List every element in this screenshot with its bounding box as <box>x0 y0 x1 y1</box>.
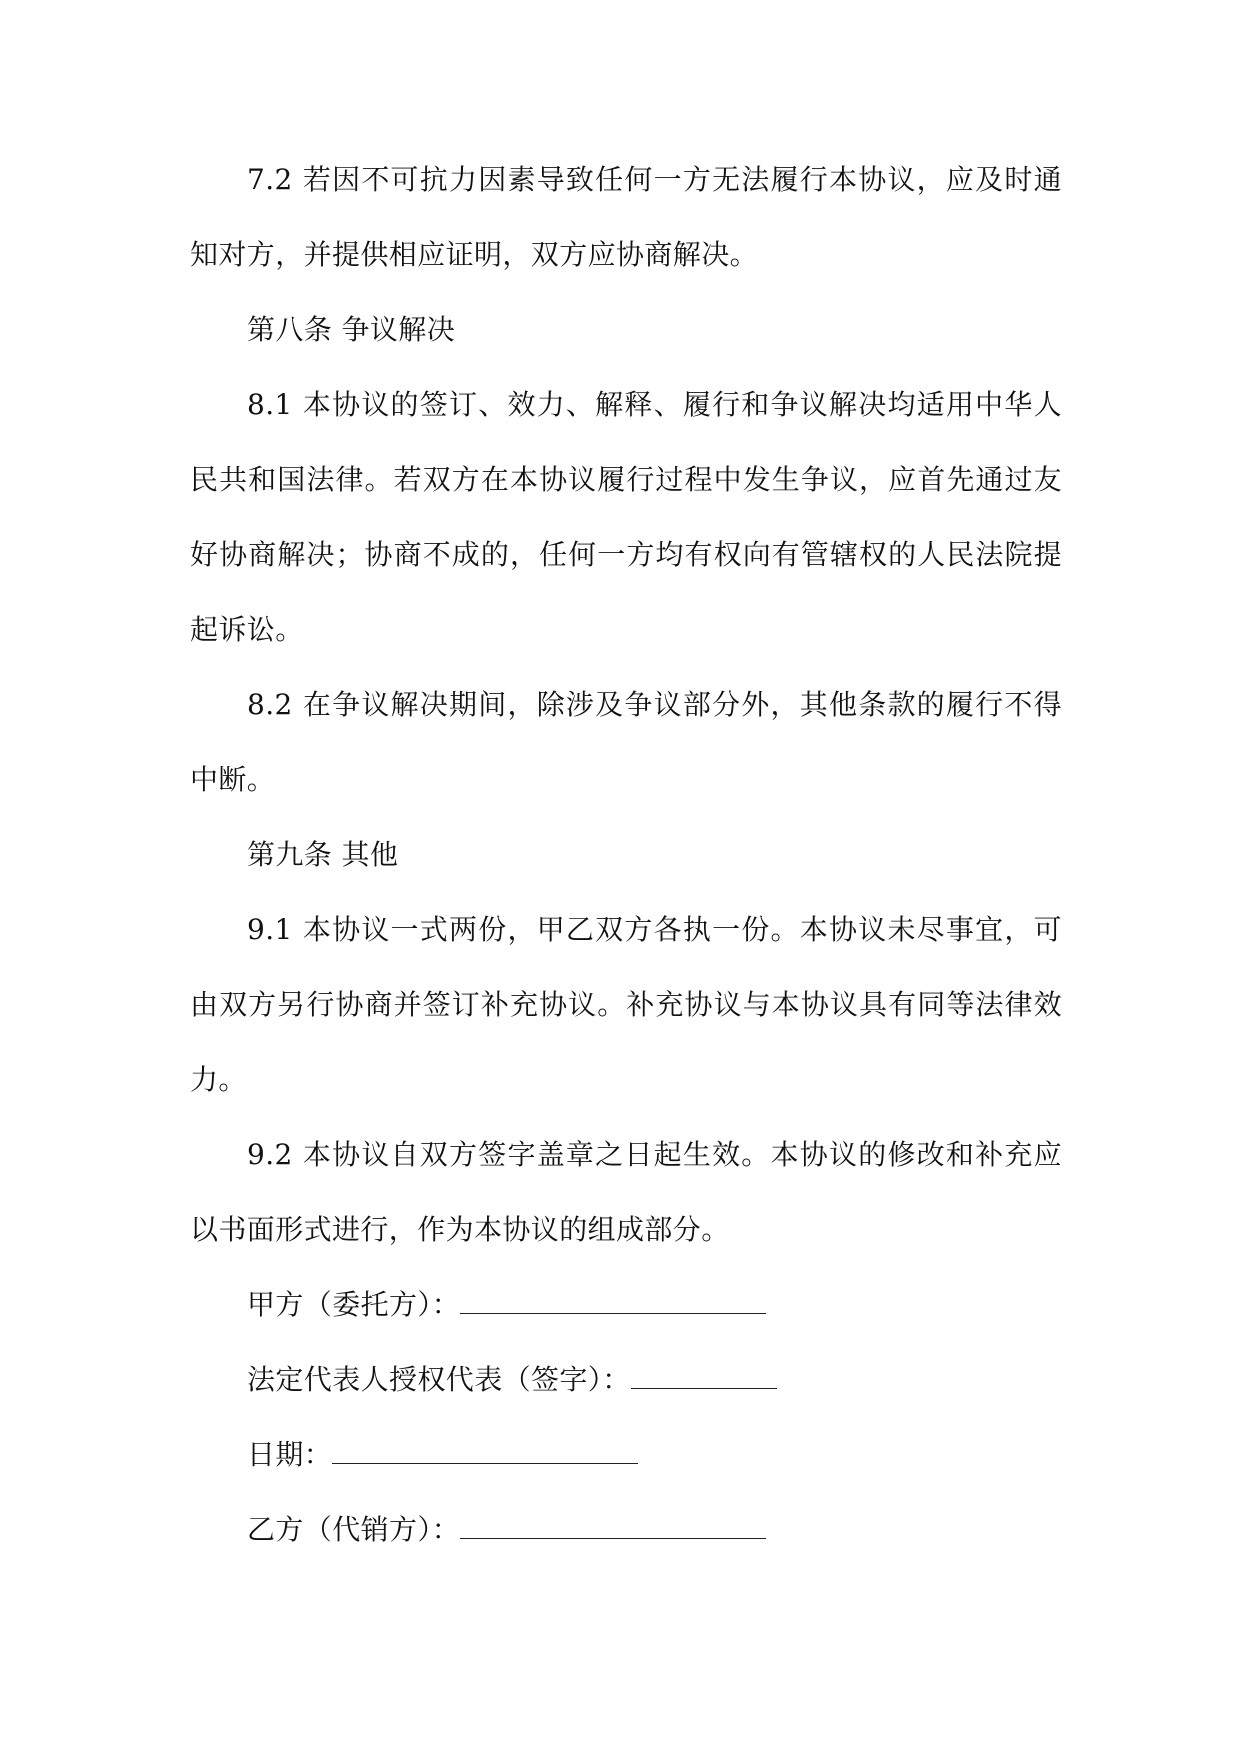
representative-label: 法定代表人授权代表（签字）： <box>247 1363 631 1396</box>
party-b-label: 乙方（代销方）： <box>247 1513 461 1546</box>
clause-8-2: 8.2 在争议解决期间，除涉及争议部分外，其他条款的履行不得中断。 <box>190 688 1062 796</box>
article-8-heading: 第八条 争议解决 <box>247 313 456 346</box>
clause-9-2: 9.2 本协议自双方签字盖章之日起生效。本协议的修改和补充应以书面形式进行，作为本协议的组成部分。 <box>190 1138 1062 1246</box>
party-a-blank <box>460 1289 766 1314</box>
clause-9-1: 9.1 本协议一式两份，甲乙双方各执一份。本协议未尽事宜，可由双方另行协商并签订补充协议。补充协议与本协议具有同等法律效力。 <box>190 913 1062 1096</box>
clause-8-1: 8.1 本协议的签订、效力、解释、履行和争议解决均适用中华人民共和国法律。若双方在本协议履行过程中发生争议，应首先通过友好协商解决；协商不成的，任何一方均有权向有管辖权的人民法院提起诉讼。 <box>190 388 1062 646</box>
date-signature-line <box>190 1417 1062 1492</box>
clause-7-2: 7.2 若因不可抗力因素导致任何一方无法履行本协议，应及时通知对方，并提供相应证明，双方应协商解决。 <box>190 163 1062 271</box>
party-a-label: 甲方（委托方）： <box>247 1288 461 1321</box>
party-a-signature-line <box>190 1267 1062 1342</box>
representative-signature-line <box>190 1342 1062 1417</box>
article-9-heading: 第九条 其他 <box>247 838 399 871</box>
party-b-blank <box>460 1514 766 1539</box>
date-label: 日期： <box>247 1438 333 1471</box>
date-blank <box>332 1439 638 1464</box>
party-b-signature-line <box>190 1492 1062 1567</box>
document-body <box>190 142 1062 1567</box>
representative-blank <box>631 1364 777 1389</box>
